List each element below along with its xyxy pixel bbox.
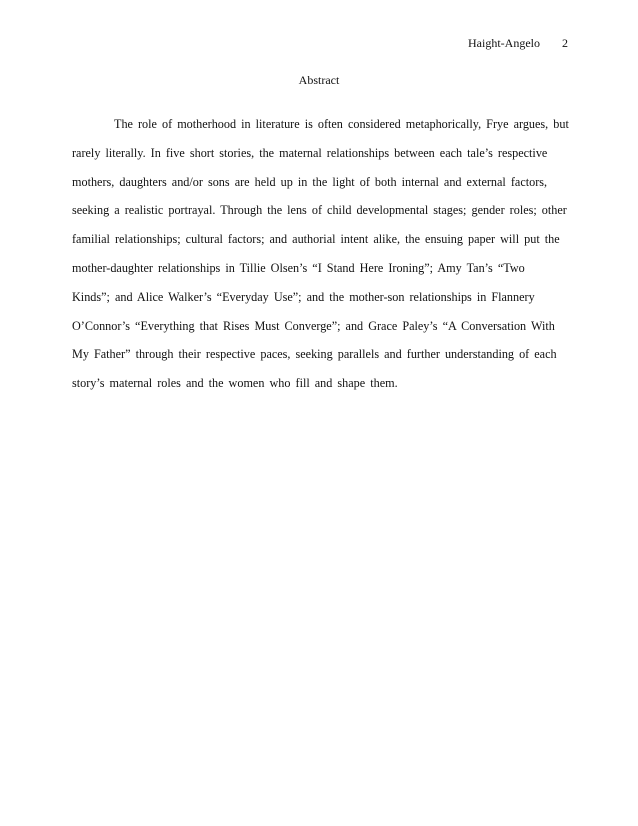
abstract-line: My Father” through their respective paces, seeking parallels and further understanding of each	[72, 347, 557, 362]
abstract-line: familial relationships; cultural factors; and authorial intent alike, the ensuing paper will put the	[72, 232, 560, 247]
page-number: 2	[562, 36, 568, 50]
abstract-body	[72, 110, 572, 398]
abstract-line: mothers, daughters and/or sons are held up in the light of both internal and external factors,	[72, 174, 548, 189]
abstract-line: O’Connor’s “Everything that Rises Must Converge”; and Grace Paley’s “A Conversation With	[72, 318, 555, 333]
abstract-line: seeking a realistic portrayal. Through the lens of child developmental stages; gender roles; other	[72, 203, 567, 218]
running-head	[468, 36, 568, 51]
abstract-line: rarely literally. In five short stories, the maternal relationships between each tale’s respective	[72, 145, 548, 160]
abstract-line: Kinds”; and Alice Walker’s “Everyday Use”; and the mother-son relationships in Flannery	[72, 289, 535, 304]
abstract-line: The role of motherhood in literature is often considered metaphorically, Frye argues, but	[114, 117, 569, 131]
abstract-line: story’s maternal roles and the women who fill and shape them.	[72, 376, 398, 391]
abstract-line: mother-daughter relationships in Tillie Olsen’s “I Stand Here Ironing”; Amy Tan’s “Two	[72, 260, 525, 275]
running-head-author: Haight-Angelo	[468, 36, 540, 50]
abstract-title: Abstract	[298, 73, 340, 87]
